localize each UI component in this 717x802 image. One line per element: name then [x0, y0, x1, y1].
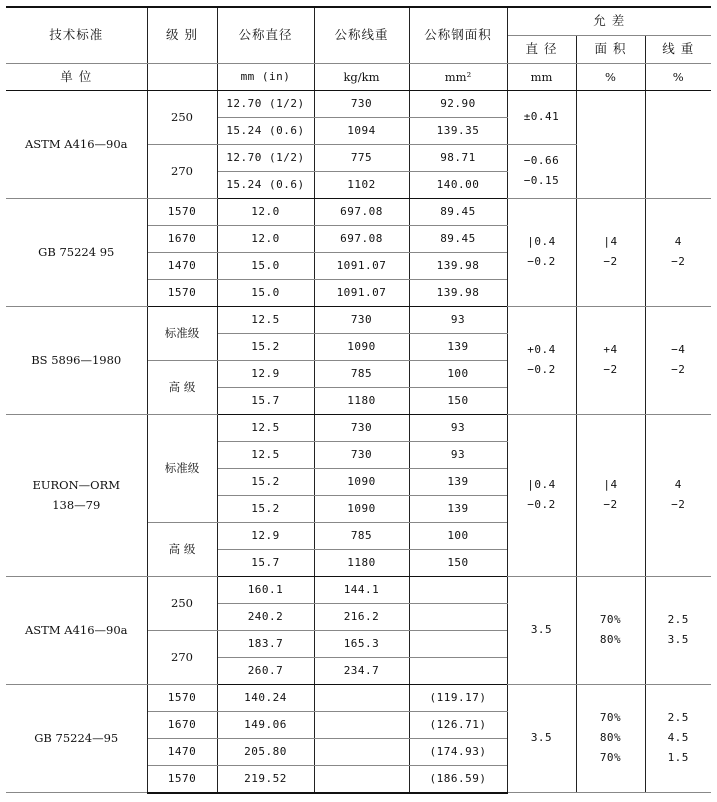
header-nominal-steel-area: 公称钢面积: [409, 7, 507, 63]
grade-cell: 1570: [147, 684, 217, 711]
area-cell: 139.98: [409, 279, 507, 306]
tolerance-weight-cell: 2.5 3.5: [645, 576, 711, 684]
diameter-cell: 12.70 (1/2): [217, 90, 314, 117]
area-cell: 150: [409, 549, 507, 576]
area-cell: (126.71): [409, 711, 507, 738]
area-cell: (174.93): [409, 738, 507, 765]
weight-cell: 1094: [314, 117, 409, 144]
header-tolerance-area: 面 积: [576, 35, 645, 63]
weight-cell: 730: [314, 441, 409, 468]
area-cell: 139: [409, 333, 507, 360]
tolerance-diameter-cell: 3.5: [507, 576, 576, 684]
diameter-cell: 12.70 (1/2): [217, 144, 314, 171]
units-tolerance-diameter: mm: [507, 63, 576, 90]
tolerance-weight-cell: [645, 90, 711, 198]
diameter-cell: 15.0: [217, 252, 314, 279]
strand-specification-table: [6, 6, 711, 794]
standard-cell: GB 75224 95: [6, 198, 147, 306]
grade-cell: 1570: [147, 198, 217, 225]
diameter-cell: 12.9: [217, 522, 314, 549]
weight-cell: 234.7: [314, 657, 409, 684]
diameter-cell: 15.2: [217, 333, 314, 360]
weight-cell: [314, 684, 409, 711]
grade-cell: 250: [147, 90, 217, 144]
diameter-cell: 15.2: [217, 495, 314, 522]
diameter-cell: 15.7: [217, 387, 314, 414]
grade-cell: 1670: [147, 225, 217, 252]
weight-cell: 216.2: [314, 603, 409, 630]
area-cell: 93: [409, 414, 507, 441]
weight-cell: 775: [314, 144, 409, 171]
diameter-cell: 205.80: [217, 738, 314, 765]
diameter-cell: 240.2: [217, 603, 314, 630]
tolerance-diameter-cell: ±0.41: [507, 90, 576, 144]
units-label: 单 位: [6, 63, 147, 90]
diameter-cell: 140.24: [217, 684, 314, 711]
tolerance-weight-cell: 4 −2: [645, 414, 711, 576]
area-cell: 89.45: [409, 225, 507, 252]
standard-cell: ASTM A416—90a: [6, 576, 147, 684]
diameter-cell: 12.5: [217, 306, 314, 333]
tolerance-area-cell: 70% 80% 70%: [576, 684, 645, 793]
area-cell: 150: [409, 387, 507, 414]
tolerance-diameter-cell: −0.66 −0.15: [507, 144, 576, 198]
area-cell: [409, 630, 507, 657]
standard-cell: BS 5896—1980: [6, 306, 147, 414]
grade-cell: 高 级: [147, 522, 217, 576]
grade-cell: 270: [147, 630, 217, 684]
tolerance-weight-cell: 4 −2: [645, 198, 711, 306]
weight-cell: 165.3: [314, 630, 409, 657]
tolerance-area-cell: +4 −2: [576, 306, 645, 414]
units-tolerance-area: %: [576, 63, 645, 90]
area-cell: [409, 576, 507, 603]
header-grade: 级 别: [147, 7, 217, 63]
diameter-cell: 12.5: [217, 414, 314, 441]
weight-cell: 785: [314, 360, 409, 387]
area-cell: 100: [409, 360, 507, 387]
weight-cell: 1180: [314, 387, 409, 414]
area-cell: 139: [409, 468, 507, 495]
grade-cell: 1470: [147, 738, 217, 765]
grade-cell: 1470: [147, 252, 217, 279]
diameter-cell: 15.7: [217, 549, 314, 576]
units-grade: [147, 63, 217, 90]
weight-cell: 697.08: [314, 225, 409, 252]
weight-cell: [314, 711, 409, 738]
area-cell: 139.98: [409, 252, 507, 279]
grade-cell: 250: [147, 576, 217, 630]
area-cell: 93: [409, 306, 507, 333]
weight-cell: 785: [314, 522, 409, 549]
standard-cell: GB 75224—95: [6, 684, 147, 793]
weight-cell: 697.08: [314, 198, 409, 225]
weight-cell: 1091.07: [314, 279, 409, 306]
diameter-cell: 149.06: [217, 711, 314, 738]
area-cell: [409, 603, 507, 630]
units-diameter: mm (in): [217, 63, 314, 90]
weight-cell: 1091.07: [314, 252, 409, 279]
weight-cell: 1090: [314, 495, 409, 522]
weight-cell: 1102: [314, 171, 409, 198]
diameter-cell: 15.24 (0.6): [217, 117, 314, 144]
grade-cell: 标准级: [147, 306, 217, 360]
grade-cell: 1570: [147, 765, 217, 793]
area-cell: 93: [409, 441, 507, 468]
diameter-cell: 15.24 (0.6): [217, 171, 314, 198]
units-linear-weight: kg/km: [314, 63, 409, 90]
area-cell: 139.35: [409, 117, 507, 144]
standard-cell: ASTM A416—90a: [6, 90, 147, 198]
header-nominal-diameter: 公称直径: [217, 7, 314, 63]
header-tolerance: 允 差: [507, 7, 711, 35]
tolerance-diameter-cell: +0.4 −0.2: [507, 306, 576, 414]
grade-cell: 标准级: [147, 414, 217, 522]
tolerance-area-cell: |4 −2: [576, 414, 645, 576]
area-cell: 140.00: [409, 171, 507, 198]
tolerance-diameter-cell: |0.4 −0.2: [507, 414, 576, 576]
diameter-cell: 12.9: [217, 360, 314, 387]
weight-cell: 144.1: [314, 576, 409, 603]
weight-cell: [314, 738, 409, 765]
grade-cell: 高 级: [147, 360, 217, 414]
area-cell: [409, 657, 507, 684]
weight-cell: 730: [314, 90, 409, 117]
tolerance-diameter-cell: 3.5: [507, 684, 576, 793]
grade-cell: 1570: [147, 279, 217, 306]
tolerance-area-cell: 70% 80%: [576, 576, 645, 684]
weight-cell: 1090: [314, 468, 409, 495]
diameter-cell: 183.7: [217, 630, 314, 657]
area-cell: (186.59): [409, 765, 507, 793]
header-tolerance-diameter: 直 径: [507, 35, 576, 63]
diameter-cell: 160.1: [217, 576, 314, 603]
diameter-cell: 15.0: [217, 279, 314, 306]
grade-cell: 270: [147, 144, 217, 198]
area-cell: (119.17): [409, 684, 507, 711]
diameter-cell: 12.0: [217, 198, 314, 225]
tolerance-weight-cell: 2.5 4.5 1.5: [645, 684, 711, 793]
area-cell: 100: [409, 522, 507, 549]
tolerance-area-cell: [576, 90, 645, 198]
weight-cell: [314, 765, 409, 793]
tolerance-area-cell: |4 −2: [576, 198, 645, 306]
diameter-cell: 260.7: [217, 657, 314, 684]
weight-cell: 730: [314, 414, 409, 441]
tolerance-diameter-cell: |0.4 −0.2: [507, 198, 576, 306]
weight-cell: 1180: [314, 549, 409, 576]
diameter-cell: 12.0: [217, 225, 314, 252]
standard-cell: EURON—ORM 138—79: [6, 414, 147, 576]
units-tolerance-weight: %: [645, 63, 711, 90]
area-cell: 92.90: [409, 90, 507, 117]
tolerance-weight-cell: −4 −2: [645, 306, 711, 414]
grade-cell: 1670: [147, 711, 217, 738]
units-area: mm²: [409, 63, 507, 90]
diameter-cell: 219.52: [217, 765, 314, 793]
header-tolerance-weight: 线 重: [645, 35, 711, 63]
header-nominal-linear-weight: 公称线重: [314, 7, 409, 63]
diameter-cell: 12.5: [217, 441, 314, 468]
header-standard: 技术标准: [6, 7, 147, 63]
area-cell: 98.71: [409, 144, 507, 171]
weight-cell: 1090: [314, 333, 409, 360]
weight-cell: 730: [314, 306, 409, 333]
document-page: [6, 6, 711, 794]
area-cell: 89.45: [409, 198, 507, 225]
area-cell: 139: [409, 495, 507, 522]
diameter-cell: 15.2: [217, 468, 314, 495]
